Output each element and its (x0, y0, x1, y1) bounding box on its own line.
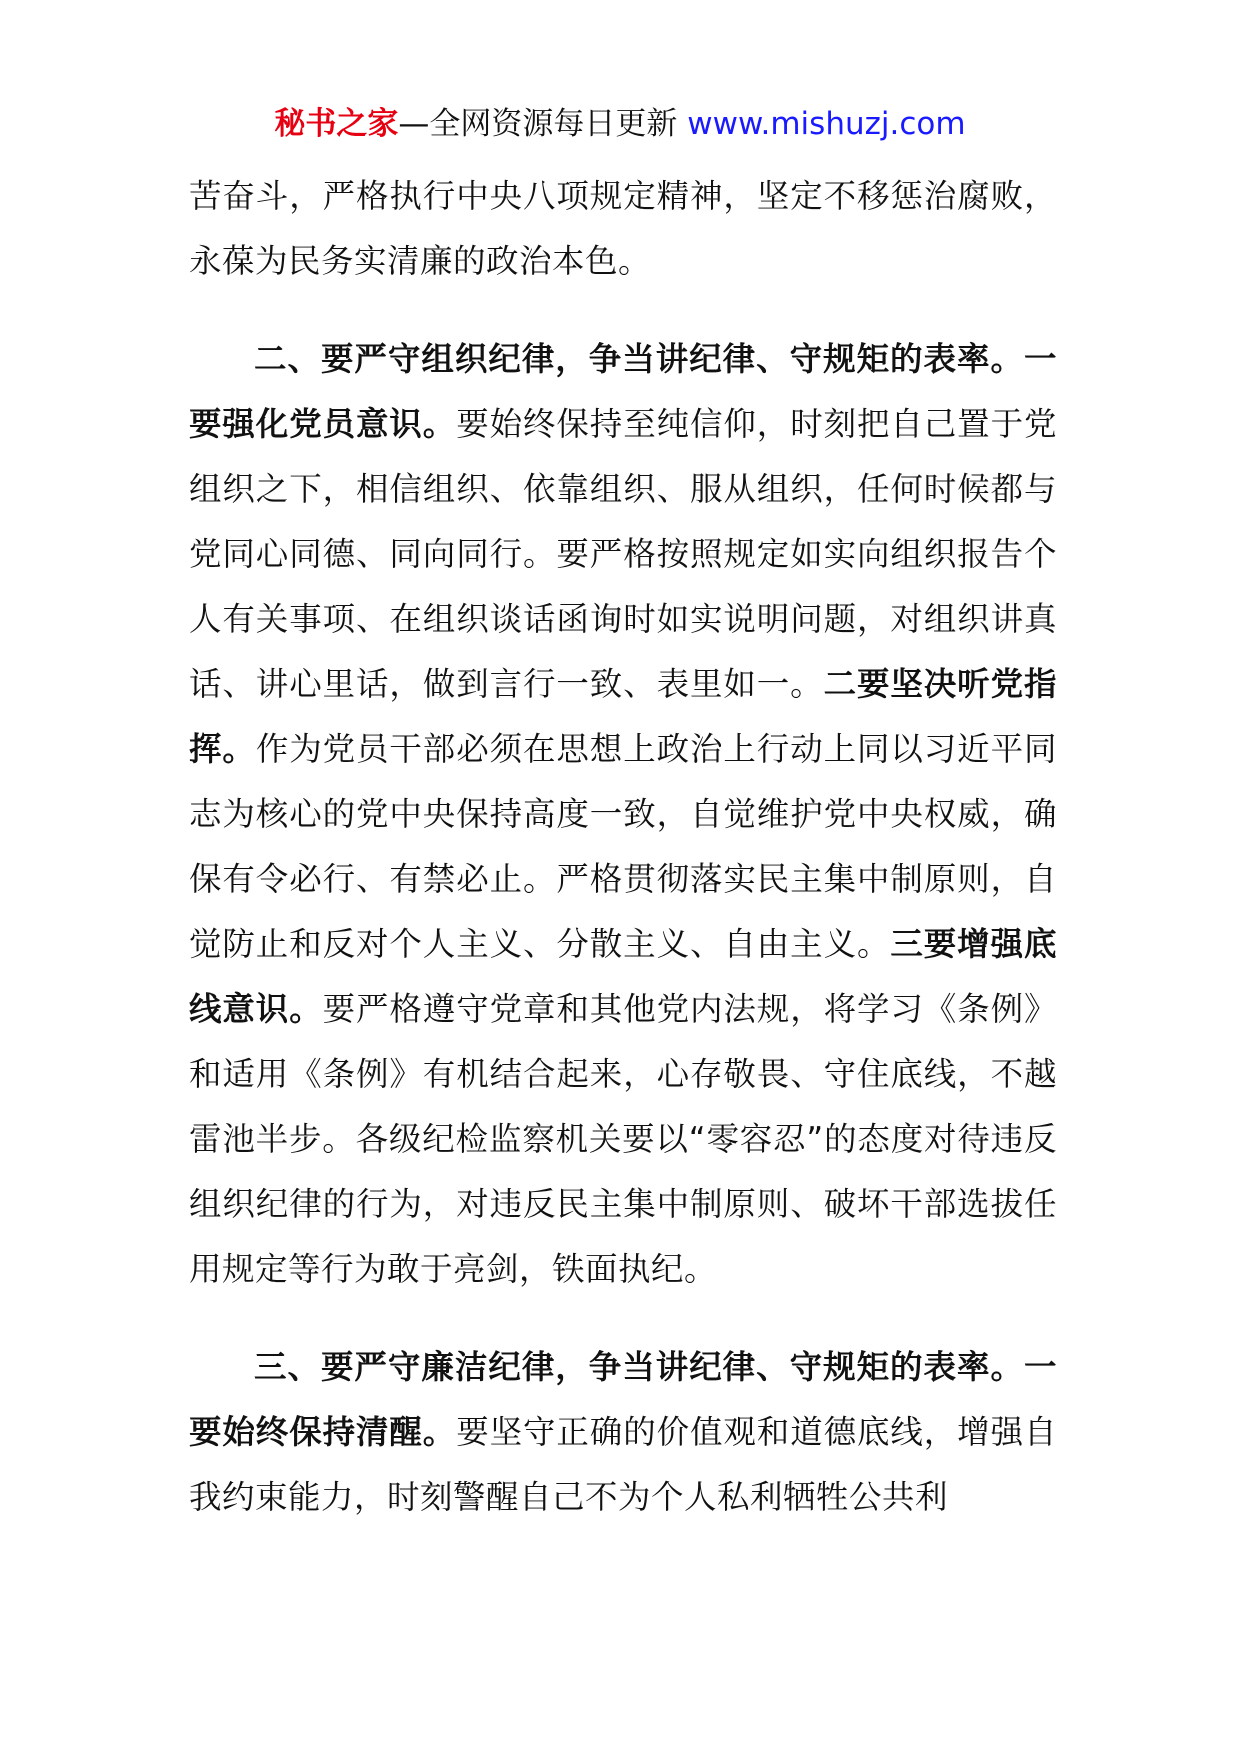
header-brand: 秘书之家 (274, 106, 399, 142)
header-tagline: —全网资源每日更新 (398, 106, 688, 142)
point-text: 要始终保持至纯信仰，时刻把自己置于党组织之下，相信组织、依靠组织、服从组织，任何时候都与党同心同德、同向同行。要严格按照规定如实向组织报告个人有关事项、在组织谈话函询时如实说明问题，对组织讲真话、讲心里话，做到言行一致、表里如一。 (189, 405, 1057, 703)
point-text: 作为党员干部必须在思想上政治上行动上同以习近平同志为核心的党中央保持高度一致，自觉维护党中央权威，确保有令必行、有禁必止。严格贯彻落实民主集中制原则，自觉防止和反对个人主义、分散主义、自由主义。 (189, 730, 1057, 963)
page-header (0, 102, 1240, 146)
point-title: 一要始终保持清醒。 (189, 1348, 1057, 1451)
section-heading-2: 二、要严守组织纪律，争当讲纪律、守规矩的表率。 (254, 340, 1024, 378)
point-title: 三要增强底线意识。 (189, 925, 1057, 1028)
document-body (189, 164, 1057, 1530)
point-title: 一要强化党员意识。 (189, 340, 1057, 443)
section-heading-3: 三、要严守廉洁纪律，争当讲纪律、守规矩的表率。 (254, 1348, 1024, 1386)
point-text: 要严格遵守党章和其他党内法规，将学习《条例》和适用《条例》有机结合起来，心存敬畏、守住底线，不越雷池半步。各级纪检监察机关要以“零容忍”的态度对待违反组织纪律的行为，对违反民主集中制原则、破坏干部选拔任用规定等行为敢于亮剑，铁面执纪。 (189, 990, 1057, 1288)
paragraph-2 (189, 327, 1057, 1302)
paragraph-1: 苦奋斗，严格执行中央八项规定精神，坚定不移惩治腐败，永葆为民务实清廉的政治本色。 (189, 177, 1057, 280)
point-title: 二要坚决听党指挥。 (189, 665, 1057, 768)
paragraph-3 (189, 1335, 1057, 1530)
header-url[interactable]: www.mishuzj.com (687, 106, 966, 142)
point-text: 要坚守正确的价值观和道德底线，增强自我约束能力，时刻警醒自己不为个人私利牺牲公共利 (189, 1413, 1057, 1516)
